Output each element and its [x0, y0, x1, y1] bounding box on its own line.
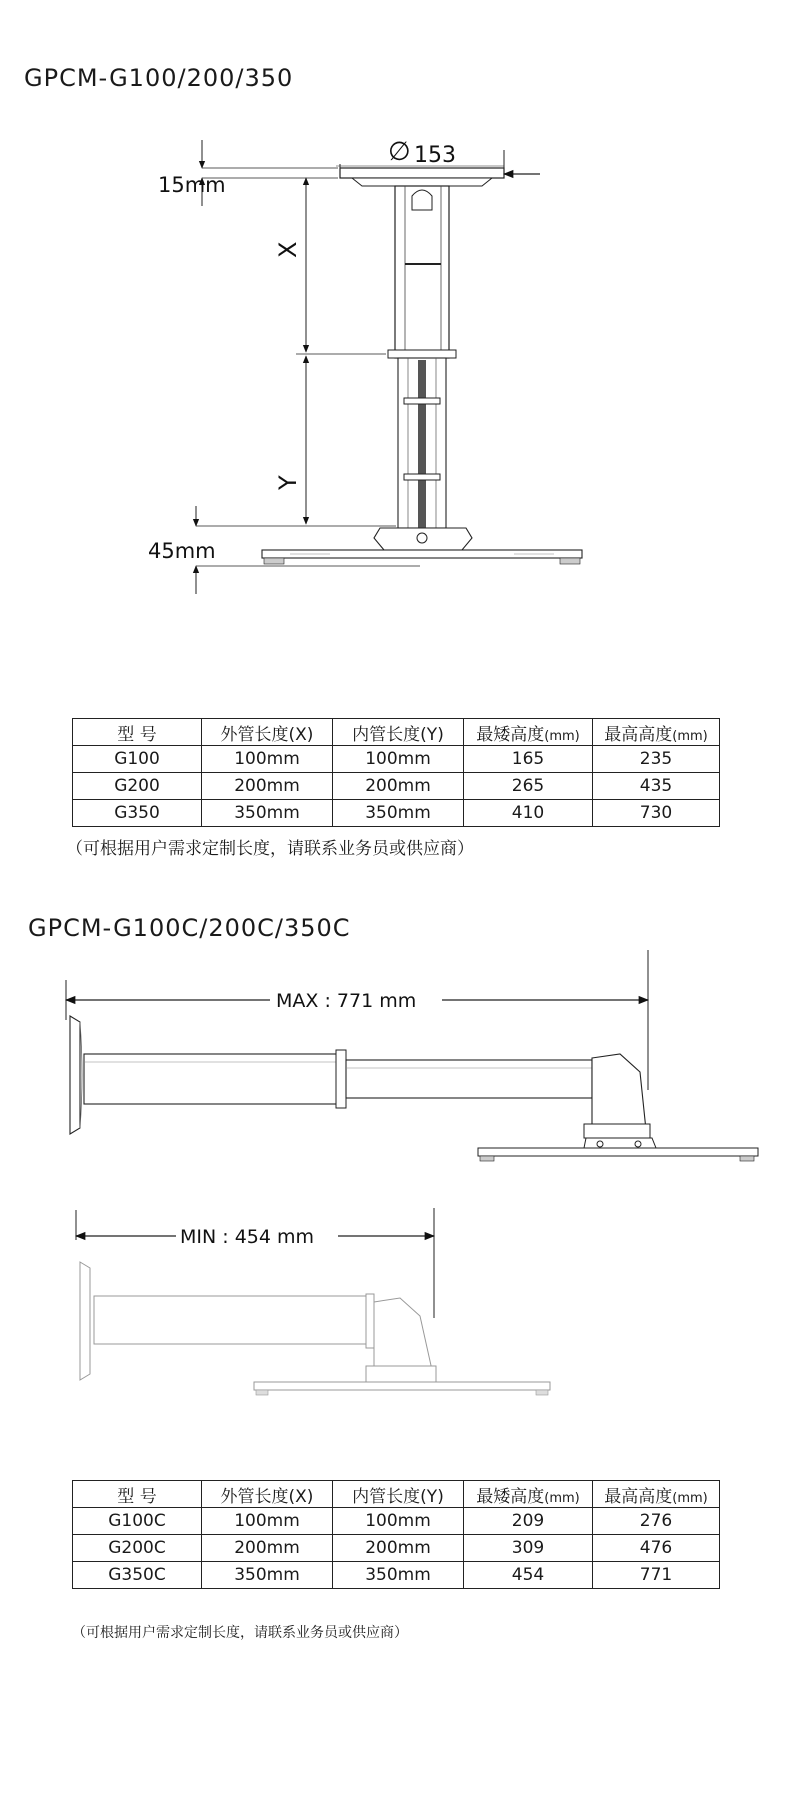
dim-bottom-label: 45mm — [148, 539, 216, 563]
inner-arm-max — [346, 1060, 592, 1098]
dim-y-label: Y — [274, 475, 302, 490]
header-max: 最高高度(mm) — [593, 719, 720, 746]
wall-plate-max — [70, 1016, 80, 1134]
diameter-symbol-glyph: ∅ — [388, 137, 411, 167]
table-row: G100C 100mm 100mm 209 276 — [73, 1508, 720, 1535]
section2-title: GPCM-G100C/200C/350C — [28, 914, 351, 942]
header-model: 型 号 — [73, 1481, 202, 1508]
diameter-value: 153 — [414, 143, 456, 168]
header-outer: 外管长度(X) — [202, 1481, 333, 1508]
header-outer: 外管长度(X) — [202, 719, 333, 746]
table-row: G100 100mm 100mm 165 235 — [73, 746, 720, 773]
outer-arm-max — [84, 1054, 342, 1104]
table-header-row — [73, 1481, 720, 1508]
header-model: 型 号 — [73, 719, 202, 746]
header-max: 最高高度(mm) — [593, 1481, 720, 1508]
header-inner: 内管长度(Y) — [333, 1481, 464, 1508]
table-header-row — [73, 719, 720, 746]
projector-plate-max — [478, 1148, 758, 1156]
section1-note: （可根据用户需求定制长度，请联系业务员或供应商） — [66, 839, 474, 859]
max-label: MAX : 771 mm — [276, 990, 417, 1012]
spec-table-2 — [72, 1480, 720, 1589]
wall-plate-min — [80, 1262, 90, 1380]
dim-x-label: X — [274, 241, 302, 258]
min-label: MIN : 454 mm — [180, 1226, 315, 1248]
ceiling-plate — [340, 168, 504, 178]
wall-mount-drawing — [0, 950, 794, 1430]
outer-arm-min — [94, 1296, 366, 1344]
section2-note: （可根据用户需求定制长度，请联系业务员或供应商） — [72, 1625, 408, 1641]
header-inner: 内管长度(Y) — [333, 719, 464, 746]
dim-top-label: 15mm — [158, 173, 226, 197]
section1-title: GPCM-G100/200/350 — [24, 64, 294, 92]
spec-table-1 — [72, 718, 720, 827]
header-min: 最矮高度(mm) — [464, 719, 593, 746]
table-row: G350 350mm 350mm 410 730 — [73, 800, 720, 827]
table-row: G200 200mm 200mm 265 435 — [73, 773, 720, 800]
table-row: G350C 350mm 350mm 454 771 — [73, 1562, 720, 1589]
ceiling-mount-drawing — [0, 110, 794, 730]
header-min: 最矮高度(mm) — [464, 1481, 593, 1508]
table-row: G200C 200mm 200mm 309 476 — [73, 1535, 720, 1562]
projector-plate-min — [254, 1382, 550, 1390]
